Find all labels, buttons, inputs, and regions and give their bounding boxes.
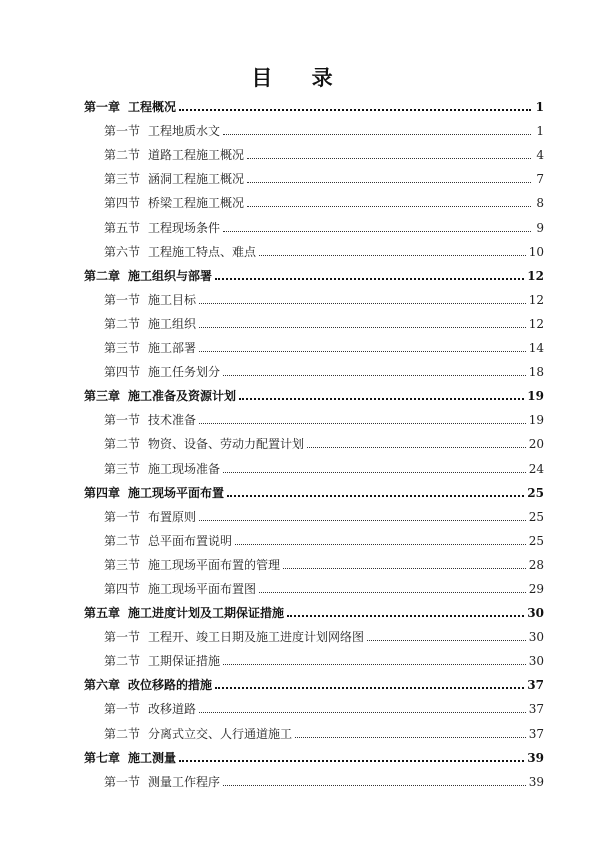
toc-entry-number: 第一节 bbox=[104, 774, 141, 789]
toc-page-number: 14 bbox=[528, 341, 544, 356]
toc-entry-number: 第四节 bbox=[104, 196, 141, 211]
toc-page-number: 25 bbox=[528, 509, 544, 524]
toc-section-entry[interactable] bbox=[84, 692, 544, 716]
dot-leader bbox=[223, 472, 526, 473]
dot-leader bbox=[199, 303, 526, 304]
dot-leader bbox=[199, 351, 526, 352]
toc-section-entry[interactable] bbox=[84, 162, 544, 186]
toc-entry-number: 第六节 bbox=[104, 244, 141, 259]
dot-leader bbox=[223, 785, 526, 786]
toc-entry-title: 物资、设备、劳动力配置计划 bbox=[148, 437, 305, 452]
toc-page-number: 9 bbox=[536, 220, 544, 235]
dot-leader bbox=[215, 687, 524, 689]
toc-section-entry[interactable] bbox=[84, 716, 544, 740]
toc-page-number: 1 bbox=[536, 124, 544, 139]
toc-page-number: 39 bbox=[527, 750, 544, 765]
dot-leader bbox=[239, 398, 524, 400]
dot-leader bbox=[247, 206, 531, 207]
dot-leader bbox=[287, 615, 524, 617]
toc-page-number: 10 bbox=[528, 244, 544, 259]
toc-section-entry[interactable] bbox=[84, 524, 544, 548]
document-title: 目 录 bbox=[251, 65, 349, 90]
toc-section-entry[interactable] bbox=[84, 500, 544, 524]
toc-entry-title: 施工现场平面布置图 bbox=[148, 581, 257, 596]
toc-page-number: 7 bbox=[536, 172, 544, 187]
toc-page-number: 25 bbox=[528, 533, 544, 548]
dot-leader bbox=[367, 640, 526, 641]
toc-entry-number: 第三节 bbox=[104, 557, 141, 572]
toc-entry-title: 施工进度计划及工期保证措施 bbox=[128, 606, 285, 621]
toc-section-entry[interactable] bbox=[84, 572, 544, 596]
toc-entry-title: 施工部署 bbox=[148, 341, 197, 356]
toc-entry-title: 工程现场条件 bbox=[148, 220, 221, 235]
toc-entry-number: 第二节 bbox=[104, 533, 141, 548]
toc-page-number: 37 bbox=[528, 726, 544, 741]
toc-section-entry[interactable] bbox=[84, 186, 544, 210]
toc-page-number: 30 bbox=[528, 630, 544, 645]
toc-entry-number: 第一章 bbox=[84, 100, 121, 115]
toc-entry-title: 技术准备 bbox=[148, 413, 197, 428]
toc-chapter-entry[interactable] bbox=[84, 476, 544, 500]
toc-page-number: 12 bbox=[527, 268, 544, 283]
toc-section-entry[interactable] bbox=[84, 403, 544, 427]
toc-page-number: 8 bbox=[536, 196, 544, 211]
toc-page-number: 39 bbox=[528, 774, 544, 789]
toc-entry-title: 道路工程施工概况 bbox=[148, 148, 245, 163]
dot-leader bbox=[259, 592, 526, 593]
toc-page-number: 20 bbox=[528, 437, 544, 452]
toc-page-number: 29 bbox=[528, 581, 544, 596]
dot-leader bbox=[223, 231, 531, 232]
toc-page-number: 19 bbox=[527, 389, 544, 404]
toc-page-number: 30 bbox=[528, 654, 544, 669]
dot-leader bbox=[247, 182, 531, 183]
toc-entry-number: 第六章 bbox=[84, 678, 121, 693]
toc-entry-title: 施工组织与部署 bbox=[128, 268, 213, 283]
toc-entry-title: 施工目标 bbox=[148, 292, 197, 307]
toc-section-entry[interactable] bbox=[84, 235, 544, 259]
toc-page-number: 25 bbox=[527, 485, 544, 500]
dot-leader bbox=[179, 109, 531, 111]
toc-page-number: 37 bbox=[528, 702, 544, 717]
toc-entry-title: 改移道路 bbox=[148, 702, 197, 717]
toc-entry-number: 第四章 bbox=[84, 485, 121, 500]
toc-entry-title: 施工准备及资源计划 bbox=[128, 389, 237, 404]
toc-entry-number: 第三节 bbox=[104, 461, 141, 476]
toc-entry-title: 布置原则 bbox=[148, 509, 197, 524]
toc-page-number: 1 bbox=[535, 100, 544, 115]
toc-entry-number: 第五节 bbox=[104, 220, 141, 235]
toc-entry-number: 第一节 bbox=[104, 292, 141, 307]
toc-entry-title: 测量工作程序 bbox=[148, 774, 221, 789]
dot-leader bbox=[247, 158, 531, 159]
toc-entry-title: 分离式立交、人行通道施工 bbox=[148, 726, 293, 741]
toc-entry-title: 涵洞工程施工概况 bbox=[148, 172, 245, 187]
toc-entry-title: 施工现场平面布置的管理 bbox=[148, 557, 281, 572]
toc-entry-title: 桥梁工程施工概况 bbox=[148, 196, 245, 211]
toc-chapter-entry[interactable] bbox=[84, 741, 544, 765]
toc-entry-number: 第二章 bbox=[84, 268, 121, 283]
dot-leader bbox=[199, 520, 526, 521]
toc-section-entry[interactable] bbox=[84, 331, 544, 355]
toc-section-entry[interactable] bbox=[84, 451, 544, 475]
dot-leader bbox=[235, 544, 526, 545]
toc-page-number: 19 bbox=[528, 413, 544, 428]
toc-page-number: 37 bbox=[527, 678, 544, 693]
toc-entry-title: 施工组织 bbox=[148, 316, 197, 331]
dot-leader bbox=[295, 737, 526, 738]
toc-entry-number: 第一节 bbox=[104, 702, 141, 717]
toc-page-number: 18 bbox=[528, 365, 544, 380]
toc-section-entry[interactable] bbox=[84, 427, 544, 451]
toc-page-number: 28 bbox=[528, 557, 544, 572]
toc-entry-number: 第二节 bbox=[104, 437, 141, 452]
toc-entry-title: 施工任务划分 bbox=[148, 365, 221, 380]
dot-leader bbox=[179, 760, 524, 762]
dot-leader bbox=[227, 495, 524, 497]
table-of-contents bbox=[84, 90, 544, 789]
toc-entry-title: 工程开、竣工日期及施工进度计划网络图 bbox=[148, 630, 365, 645]
toc-entry-number: 第二节 bbox=[104, 726, 141, 741]
toc-section-entry[interactable] bbox=[84, 114, 544, 138]
toc-entry-number: 第三章 bbox=[84, 389, 121, 404]
toc-page-number: 12 bbox=[528, 316, 544, 331]
toc-entry-number: 第七章 bbox=[84, 750, 121, 765]
toc-section-entry[interactable] bbox=[84, 548, 544, 572]
toc-entry-title: 施工测量 bbox=[128, 750, 177, 765]
toc-entry-number: 第一节 bbox=[104, 630, 141, 645]
dot-leader bbox=[307, 447, 526, 448]
toc-entry-title: 工程地质水文 bbox=[148, 124, 221, 139]
toc-chapter-entry[interactable] bbox=[84, 259, 544, 283]
toc-chapter-entry[interactable] bbox=[84, 596, 544, 620]
toc-entry-title: 改位移路的措施 bbox=[128, 678, 213, 693]
toc-entry-title: 工程施工特点、难点 bbox=[148, 244, 257, 259]
toc-entry-title: 施工现场平面布置 bbox=[128, 485, 225, 500]
toc-chapter-entry[interactable] bbox=[84, 379, 544, 403]
toc-section-entry[interactable] bbox=[84, 355, 544, 379]
toc-page-number: 30 bbox=[527, 606, 544, 621]
dot-leader bbox=[283, 568, 526, 569]
dot-leader bbox=[199, 712, 526, 713]
dot-leader bbox=[223, 664, 526, 665]
toc-entry-title: 施工现场准备 bbox=[148, 461, 221, 476]
toc-section-entry[interactable] bbox=[84, 644, 544, 668]
toc-section-entry[interactable] bbox=[84, 210, 544, 234]
toc-entry-number: 第二节 bbox=[104, 148, 141, 163]
toc-section-entry[interactable] bbox=[84, 620, 544, 644]
toc-entry-number: 第一节 bbox=[104, 509, 141, 524]
dot-leader bbox=[215, 278, 524, 280]
toc-entry-number: 第五章 bbox=[84, 606, 121, 621]
toc-chapter-entry[interactable] bbox=[84, 668, 544, 692]
toc-section-entry[interactable] bbox=[84, 138, 544, 162]
dot-leader bbox=[223, 134, 531, 135]
toc-entry-number: 第二节 bbox=[104, 654, 141, 669]
toc-section-entry[interactable] bbox=[84, 765, 544, 789]
toc-entry-title: 工期保证措施 bbox=[148, 654, 221, 669]
toc-page-number: 12 bbox=[528, 292, 544, 307]
toc-page-number: 24 bbox=[528, 461, 544, 476]
toc-entry-number: 第一节 bbox=[104, 124, 141, 139]
toc-chapter-entry[interactable] bbox=[84, 90, 544, 114]
toc-entry-title: 总平面布置说明 bbox=[148, 533, 233, 548]
toc-section-entry[interactable] bbox=[84, 307, 544, 331]
toc-entry-number: 第四节 bbox=[104, 581, 141, 596]
dot-leader bbox=[199, 327, 526, 328]
dot-leader bbox=[259, 255, 526, 256]
toc-entry-number: 第一节 bbox=[104, 413, 141, 428]
toc-page-number: 4 bbox=[536, 148, 544, 163]
toc-entry-title: 工程概况 bbox=[128, 100, 177, 115]
toc-entry-number: 第三节 bbox=[104, 172, 141, 187]
toc-entry-number: 第四节 bbox=[104, 365, 141, 380]
dot-leader bbox=[223, 375, 526, 376]
toc-section-entry[interactable] bbox=[84, 283, 544, 307]
dot-leader bbox=[199, 423, 526, 424]
toc-entry-number: 第三节 bbox=[104, 341, 141, 356]
toc-entry-number: 第二节 bbox=[104, 316, 141, 331]
